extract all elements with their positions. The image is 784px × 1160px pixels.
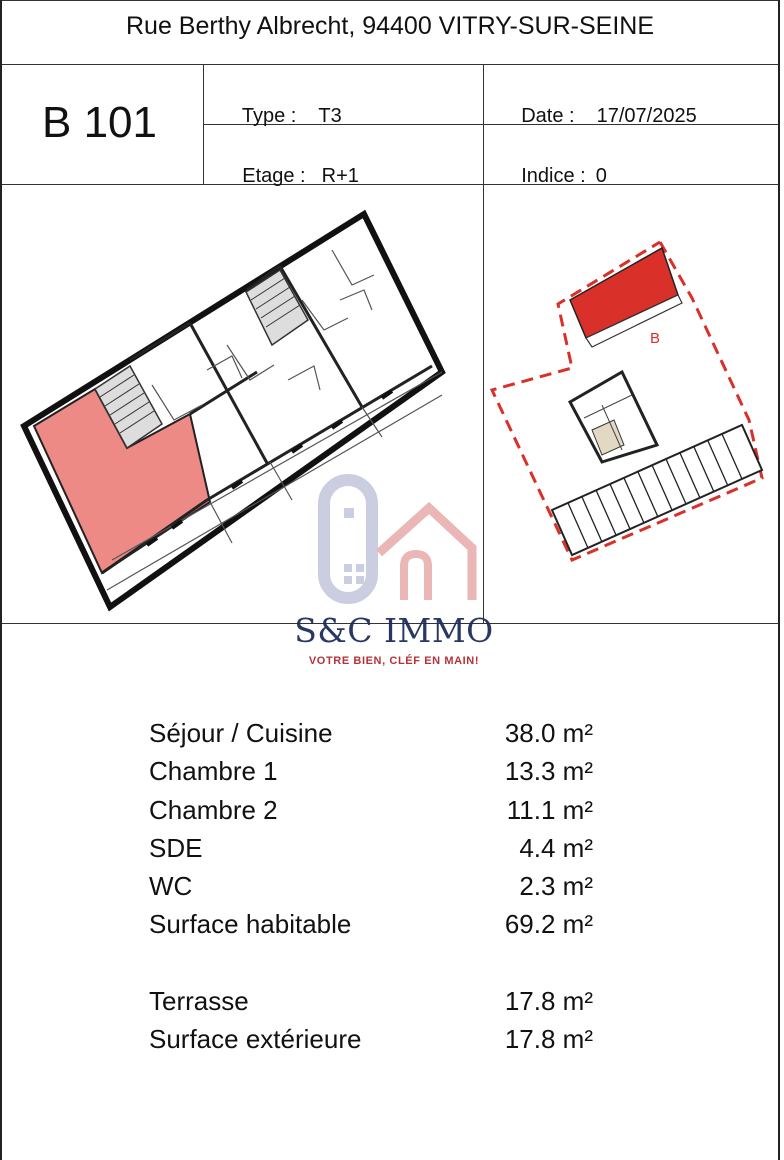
- etage-value: R+1: [321, 165, 359, 187]
- surface-label: WC: [149, 871, 193, 902]
- surface-value: 4.4 m²: [519, 832, 593, 863]
- logo-tagline: VOTRE BIEN, CLÉF EN MAIN!: [308, 655, 480, 667]
- type-value: T3: [318, 105, 342, 127]
- surface-value: 69.2 m²: [504, 909, 593, 940]
- surface-row: [149, 752, 599, 790]
- building-label: B: [650, 330, 661, 347]
- surface-row: [149, 867, 599, 905]
- surface-value: 2.3 m²: [519, 871, 593, 902]
- surface-row: [149, 714, 599, 752]
- address-title: Rue Berthy Albrecht, 94400 VITRY-SUR-SEINE: [125, 12, 655, 40]
- type-label: Type :: [241, 105, 297, 127]
- central-building-icon: [570, 372, 657, 462]
- lot-number: B 101: [42, 98, 157, 147]
- exterior-row: [149, 982, 599, 1020]
- indice-value: 0: [595, 165, 607, 187]
- surface-label: Chambre 2: [149, 794, 278, 825]
- surface-row-total: [149, 905, 599, 943]
- surface-label: Chambre 1: [149, 756, 278, 787]
- etage-label: Etage :: [242, 165, 306, 187]
- surface-label: Séjour / Cuisine: [149, 718, 333, 748]
- surface-value: 38.0 m²: [504, 718, 593, 748]
- exterior-label: Surface extérieure: [149, 1024, 362, 1055]
- indice-label: Indice :: [521, 165, 586, 187]
- surface-label: SDE: [149, 832, 203, 863]
- date-value: 17/07/2025: [596, 105, 697, 127]
- date-label: Date :: [521, 105, 575, 127]
- top-border: [2, 0, 778, 1]
- exterior-value: 17.8 m²: [504, 985, 593, 1016]
- surface-value: 11.1 m²: [506, 794, 593, 825]
- type-field: [220, 82, 342, 151]
- sc-immo-logo: [284, 468, 504, 692]
- exterior-label: Terrasse: [149, 985, 249, 1016]
- surface-label: Surface habitable: [149, 909, 352, 940]
- exterior-row-total: [149, 1020, 599, 1058]
- logo-name: S&C IMMO: [294, 611, 494, 650]
- date-field: [499, 82, 697, 151]
- exterior-value: 17.8 m²: [504, 1024, 593, 1055]
- surface-value: 13.3 m²: [504, 756, 593, 787]
- surface-table: [149, 714, 599, 1058]
- surface-row: [149, 829, 599, 867]
- site-plan: [485, 185, 782, 623]
- surface-row: [149, 791, 599, 829]
- divider: [2, 64, 778, 65]
